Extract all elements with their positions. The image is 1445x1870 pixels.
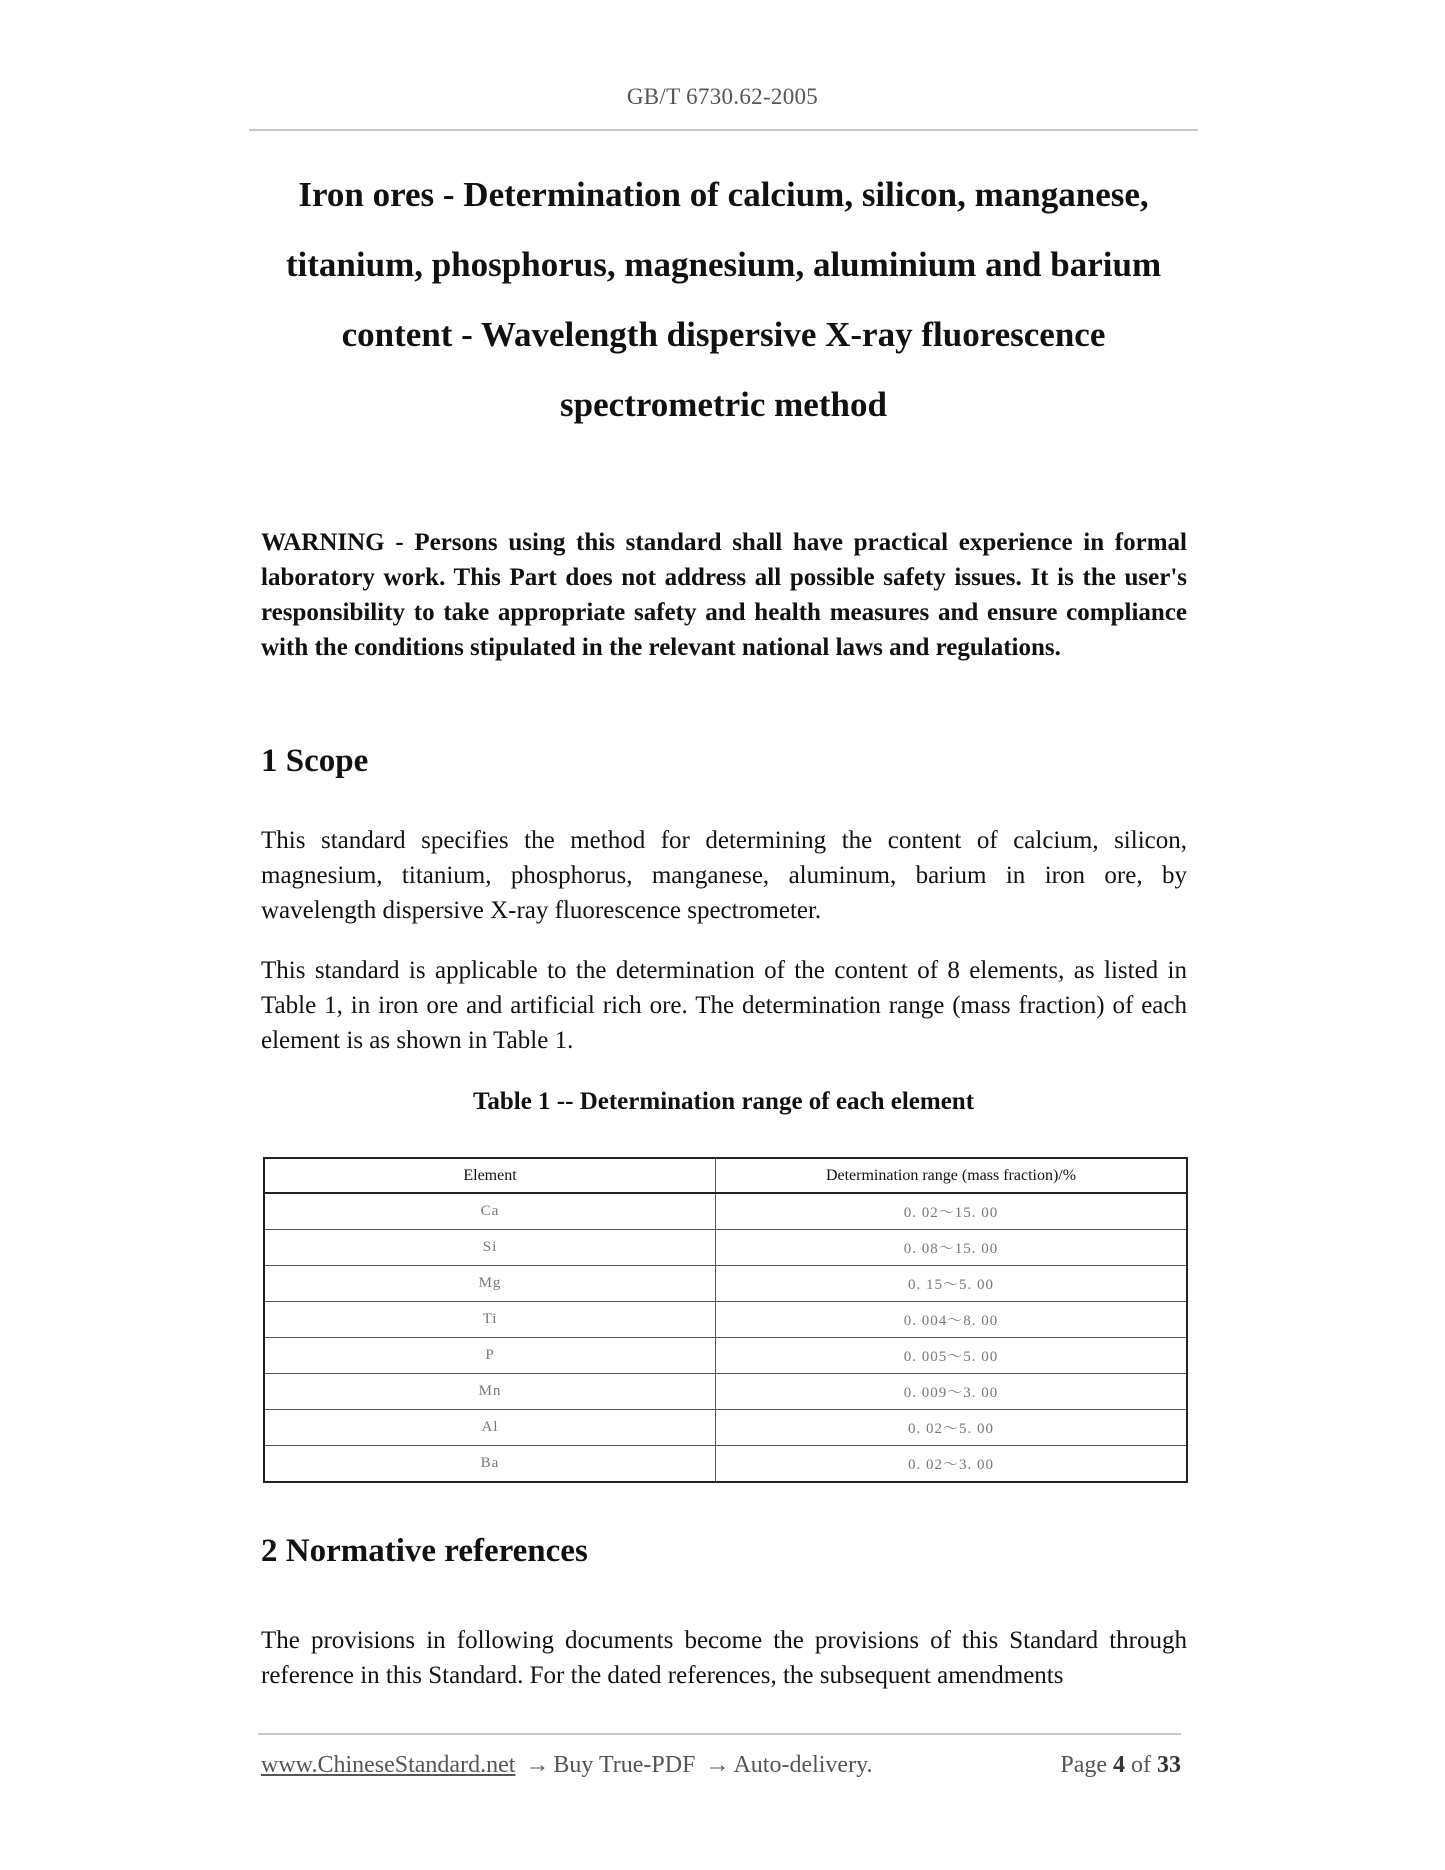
scope-paragraph: This standard specifies the method for determining the content of calcium, silicon, magnesium, titanium, phosphorus, manganese, aluminum, barium in iron ore, by wavelength dispersive X-ray fluorescence spectrometer. — [261, 827, 1187, 924]
element-cell: P — [264, 1338, 716, 1374]
table-row — [264, 1302, 1187, 1338]
element-cell: Si — [264, 1230, 716, 1266]
title-line: titanium, phosphorus, magnesium, aluminium and barium — [285, 245, 1162, 284]
element-cell: Al — [264, 1410, 716, 1446]
range-cell: 0. 08～15. 00 — [716, 1230, 1188, 1266]
table-row — [264, 1410, 1187, 1446]
warning-paragraph: WARNING - Persons using this standard shall have practical experience in formal laboratory work. This Part does not address all possible safety issues. It is the user's responsibility to take appropriate safety and health measures and ensure compliance with the conditions stipulated in the relevant national laws and regulations. — [261, 529, 1187, 661]
table-header-row — [264, 1158, 1187, 1193]
total-pages: 33 — [1157, 1752, 1181, 1778]
title-line: Iron ores - Determination of calcium, silicon, manganese, — [298, 175, 1149, 214]
scope-paragraph: This standard is applicable to the determination of the content of 8 elements, as listed in Table 1, in iron ore and artificial rich ore. The determination range (mass fraction) of each element is as shown in Table 1. — [261, 957, 1187, 1054]
range-cell: 0. 005～5. 00 — [716, 1338, 1188, 1374]
section-heading-normative-references: 2 Normative references — [261, 1533, 588, 1569]
range-cell: 0. 15～5. 00 — [716, 1266, 1188, 1302]
site-link[interactable]: www.ChineseStandard.net — [261, 1752, 516, 1778]
element-cell: Ca — [264, 1193, 716, 1230]
title-line: spectrometric method — [560, 385, 887, 424]
section-heading-scope: 1 Scope — [261, 743, 369, 779]
element-cell: Mn — [264, 1374, 716, 1410]
range-cell: 0. 02～5. 00 — [716, 1410, 1188, 1446]
page-indicator — [1060, 1752, 1181, 1779]
table-caption: Table 1 -- Determination range of each element — [472, 1088, 975, 1115]
footer-links — [261, 1752, 873, 1779]
element-range-table — [263, 1157, 1188, 1483]
page-number: 4 — [1113, 1752, 1125, 1778]
table-row — [264, 1193, 1187, 1230]
header-divider — [249, 129, 1198, 131]
arrow-right-icon: → — [525, 1752, 550, 1778]
document-title — [249, 160, 1198, 440]
table-row — [264, 1446, 1187, 1483]
table-header-cell: Determination range (mass fraction)/% — [716, 1158, 1188, 1193]
range-cell: 0. 02～3. 00 — [716, 1446, 1188, 1483]
page-label: Page — [1060, 1752, 1107, 1778]
element-cell: Ba — [264, 1446, 716, 1483]
table-row — [264, 1374, 1187, 1410]
range-cell: 0. 004～8. 00 — [716, 1302, 1188, 1338]
element-cell: Ti — [264, 1302, 716, 1338]
arrow-right-icon: → — [705, 1752, 730, 1778]
running-header: GB/T 6730.62-2005 — [626, 84, 819, 109]
table-row — [264, 1230, 1187, 1266]
title-line: content - Wavelength dispersive X-ray fluorescence — [341, 315, 1106, 354]
buy-text: Buy True-PDF — [553, 1752, 696, 1778]
table-row — [264, 1338, 1187, 1374]
footer-divider — [258, 1733, 1181, 1735]
table-header-cell: Element — [264, 1158, 716, 1193]
delivery-text: Auto-delivery. — [733, 1752, 873, 1778]
element-cell: Mg — [264, 1266, 716, 1302]
of-label: of — [1131, 1752, 1151, 1778]
range-cell: 0. 02～15. 00 — [716, 1193, 1188, 1230]
table-row — [264, 1266, 1187, 1302]
normative-references-paragraph: The provisions in following documents become the provisions of this Standard through reference in this Standard. For the dated references, the subsequent amendments — [261, 1627, 1187, 1689]
range-cell: 0. 009～3. 00 — [716, 1374, 1188, 1410]
